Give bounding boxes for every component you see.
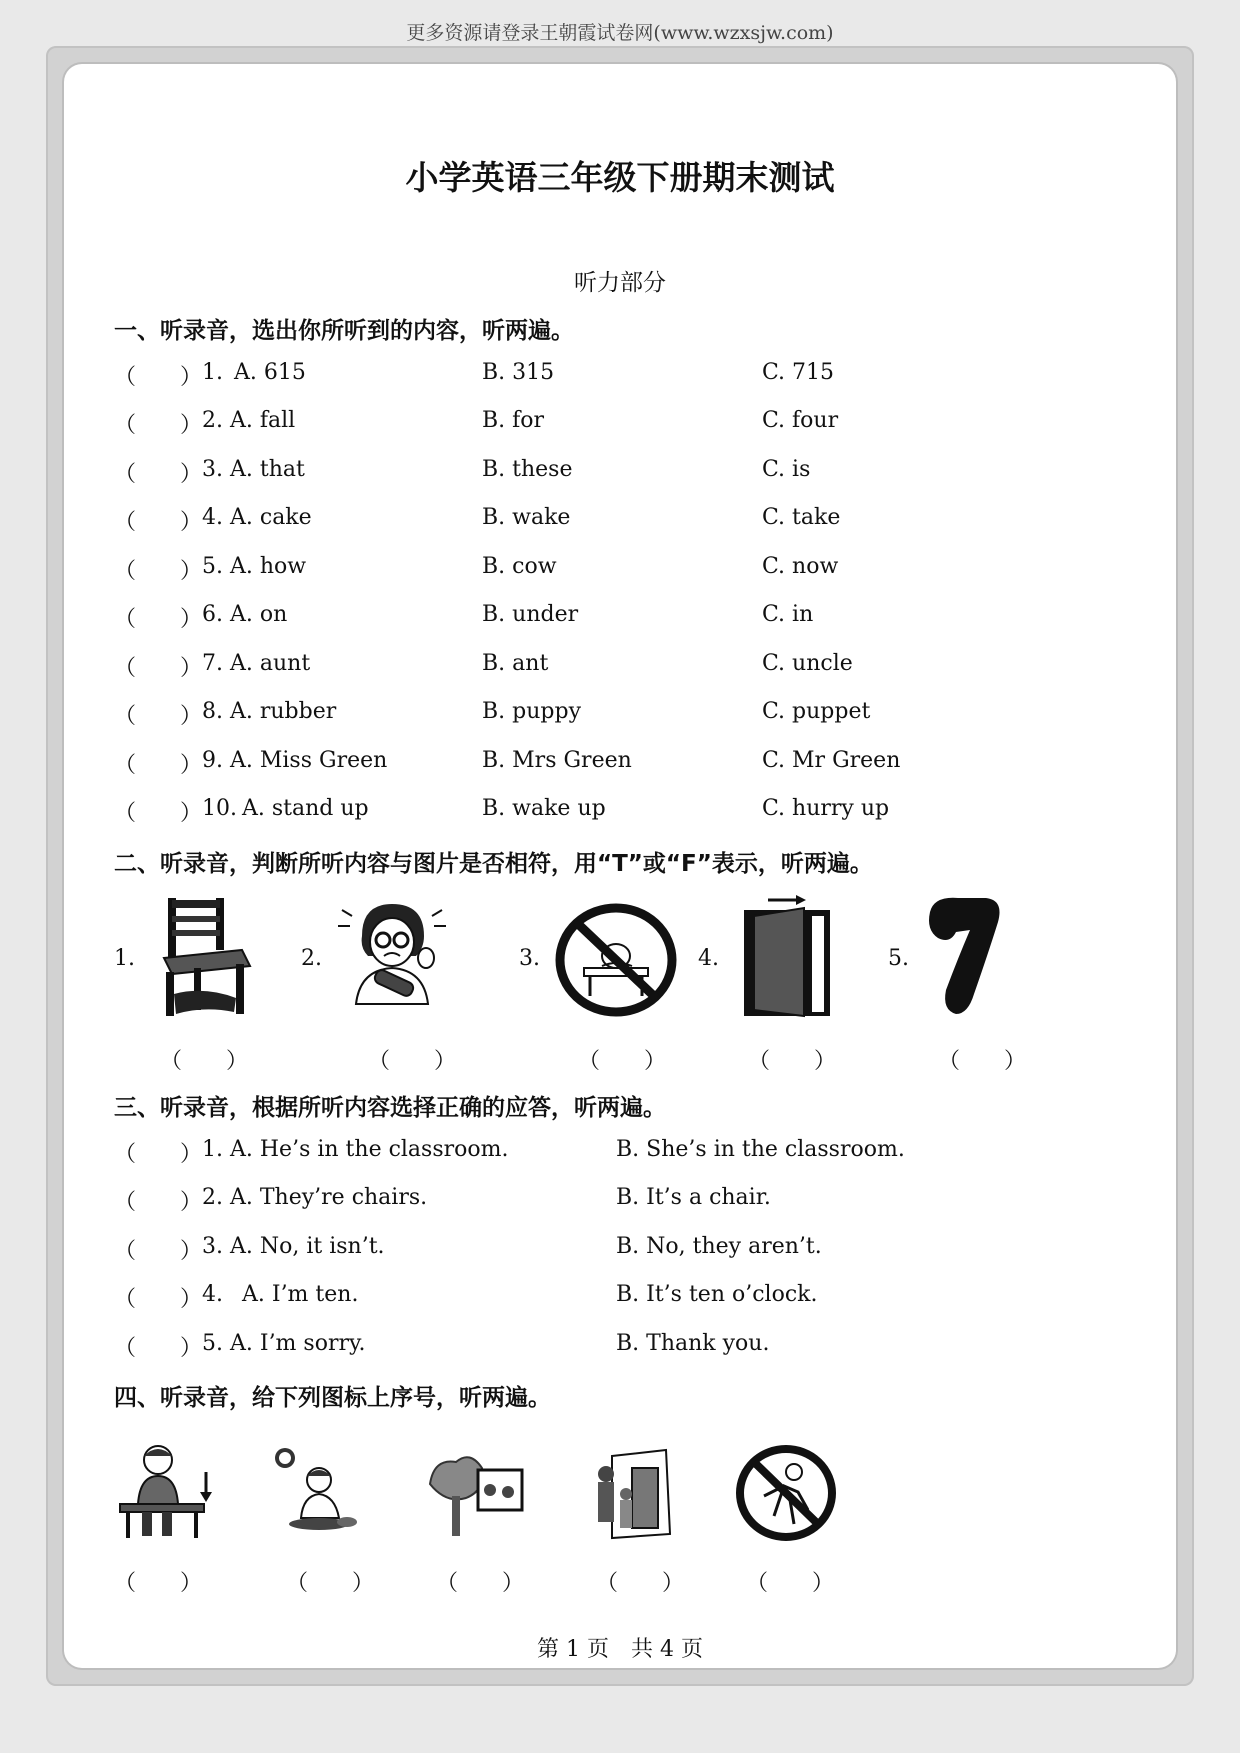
option-a: A. that: [230, 457, 305, 482]
option-b: B. puppy: [482, 699, 581, 724]
option-a: A. He’s in the classroom.: [230, 1137, 509, 1162]
picture-label: 4.: [698, 946, 719, 971]
chair-icon: [154, 894, 254, 1018]
option-b: B. It’s ten o’clock.: [616, 1282, 818, 1307]
option-c: C. in: [762, 602, 814, 627]
answer-bracket[interactable]: （ ）: [748, 1049, 837, 1074]
question-bracket[interactable]: （ ）: [114, 1190, 203, 1215]
upset-girl-icon: [332, 896, 452, 1006]
option-a: A. on: [230, 602, 288, 627]
option-a: A. I’m sorry.: [230, 1331, 366, 1356]
question-bracket[interactable]: （ ）: [114, 462, 203, 487]
option-a: A. 615: [234, 360, 306, 385]
listening-heading: 听力部分: [574, 270, 666, 296]
answer-bracket[interactable]: （ ）: [746, 1571, 835, 1596]
option-b: B. wake up: [482, 796, 606, 821]
question-bracket[interactable]: （ ）: [114, 559, 203, 584]
option-b: B. Thank you.: [616, 1331, 770, 1356]
exam-page: [64, 64, 1176, 1668]
option-b: B. 315: [482, 360, 555, 385]
answer-bracket[interactable]: （ ）: [436, 1571, 525, 1596]
picture-label: 2.: [301, 946, 322, 971]
section2-title: 二、听录音，判断所听内容与图片是否相符，用“T”或“F”表示，听两遍。: [114, 851, 873, 877]
option-b: B. ant: [482, 651, 549, 676]
question-bracket[interactable]: （ ）: [114, 753, 203, 778]
question-number: 1.: [202, 1137, 223, 1162]
option-c: C. is: [762, 457, 811, 482]
picture-label: 5.: [888, 946, 909, 971]
question-number: 3.: [202, 457, 223, 482]
question-number: 3.: [202, 1234, 223, 1259]
question-bracket[interactable]: （ ）: [114, 365, 203, 390]
option-b: B. these: [482, 457, 573, 482]
question-number: 2.: [202, 1185, 223, 1210]
page-title: 小学英语三年级下册期末测试: [405, 158, 835, 197]
option-a: A. I’m ten.: [242, 1282, 359, 1307]
option-a: A. They’re chairs.: [230, 1185, 428, 1210]
option-b: B. She’s in the classroom.: [616, 1137, 905, 1162]
answer-bracket[interactable]: （ ）: [368, 1049, 457, 1074]
option-b: B. under: [482, 602, 579, 627]
question-number: 2.: [202, 408, 223, 433]
question-bracket[interactable]: （ ）: [114, 510, 203, 535]
option-a: A. rubber: [230, 699, 337, 724]
question-number: 10.: [202, 796, 237, 821]
answer-bracket[interactable]: （ ）: [578, 1049, 667, 1074]
answer-bracket[interactable]: （ ）: [160, 1049, 249, 1074]
question-bracket[interactable]: （ ）: [114, 1336, 203, 1361]
question-bracket[interactable]: （ ）: [114, 1239, 203, 1264]
option-c: C. puppet: [762, 699, 871, 724]
answer-bracket[interactable]: （ ）: [938, 1049, 1027, 1074]
option-a: A. aunt: [230, 651, 311, 676]
option-b: B. cow: [482, 554, 557, 579]
family-at-door-icon: [592, 1444, 678, 1540]
question-number: 5.: [202, 1331, 223, 1356]
option-c: C. uncle: [762, 651, 853, 676]
question-number: 1.: [202, 360, 223, 385]
option-c: C. hurry up: [762, 796, 890, 821]
question-number: 4.: [202, 1282, 223, 1307]
option-b: B. It’s a chair.: [616, 1185, 771, 1210]
question-number: 6.: [202, 602, 223, 627]
question-bracket[interactable]: （ ）: [114, 413, 203, 438]
option-b: B. Mrs Green: [482, 748, 632, 773]
option-a: A. how: [230, 554, 307, 579]
option-a: A. fall: [230, 408, 296, 433]
question-bracket[interactable]: （ ）: [114, 801, 203, 826]
question-bracket[interactable]: （ ）: [114, 656, 203, 681]
answer-bracket[interactable]: （ ）: [286, 1571, 375, 1596]
option-a: A. stand up: [242, 796, 369, 821]
option-a: A. Miss Green: [230, 748, 388, 773]
section4-title: 四、听录音，给下列图标上序号，听两遍。: [114, 1385, 551, 1411]
question-bracket[interactable]: （ ）: [114, 1287, 203, 1312]
question-number: 9.: [202, 748, 223, 773]
answer-bracket[interactable]: （ ）: [114, 1571, 203, 1596]
section1-title: 一、听录音，选出你所听到的内容，听两遍。: [114, 318, 574, 344]
question-bracket[interactable]: （ ）: [114, 1142, 203, 1167]
option-c: C. now: [762, 554, 839, 579]
no-sleeping-icon: [554, 902, 678, 1018]
page-footer: 第 1 页 共 4 页: [537, 1637, 703, 1662]
option-c: C. four: [762, 408, 839, 433]
picture-label: 1.: [114, 946, 135, 971]
option-a: A. cake: [230, 505, 312, 530]
boy-sitting-down-icon: [118, 1442, 214, 1542]
no-running-icon: [734, 1444, 838, 1542]
option-c: C. take: [762, 505, 841, 530]
option-b: B. No, they aren’t.: [616, 1234, 822, 1259]
site-header: 更多资源请登录王朝霞试卷网(www.wzxsjw.com): [406, 22, 834, 44]
question-number: 7.: [202, 651, 223, 676]
option-b: B. for: [482, 408, 545, 433]
option-c: C. Mr Green: [762, 748, 901, 773]
tree-and-window-icon: [426, 1444, 526, 1540]
door-icon: [738, 892, 838, 1020]
question-number: 4.: [202, 505, 223, 530]
question-number: 5.: [202, 554, 223, 579]
section3-title: 三、听录音，根据所听内容选择正确的应答，听两遍。: [114, 1095, 666, 1121]
answer-bracket[interactable]: （ ）: [596, 1571, 685, 1596]
question-bracket[interactable]: （ ）: [114, 704, 203, 729]
boy-eating-icon: [269, 1444, 365, 1540]
option-c: C. 715: [762, 360, 835, 385]
picture-label: 3.: [519, 946, 540, 971]
number-seven-icon: [922, 894, 1006, 1018]
question-number: 8.: [202, 699, 223, 724]
option-a: A. No, it isn’t.: [230, 1234, 385, 1259]
question-bracket[interactable]: （ ）: [114, 607, 203, 632]
option-b: B. wake: [482, 505, 571, 530]
